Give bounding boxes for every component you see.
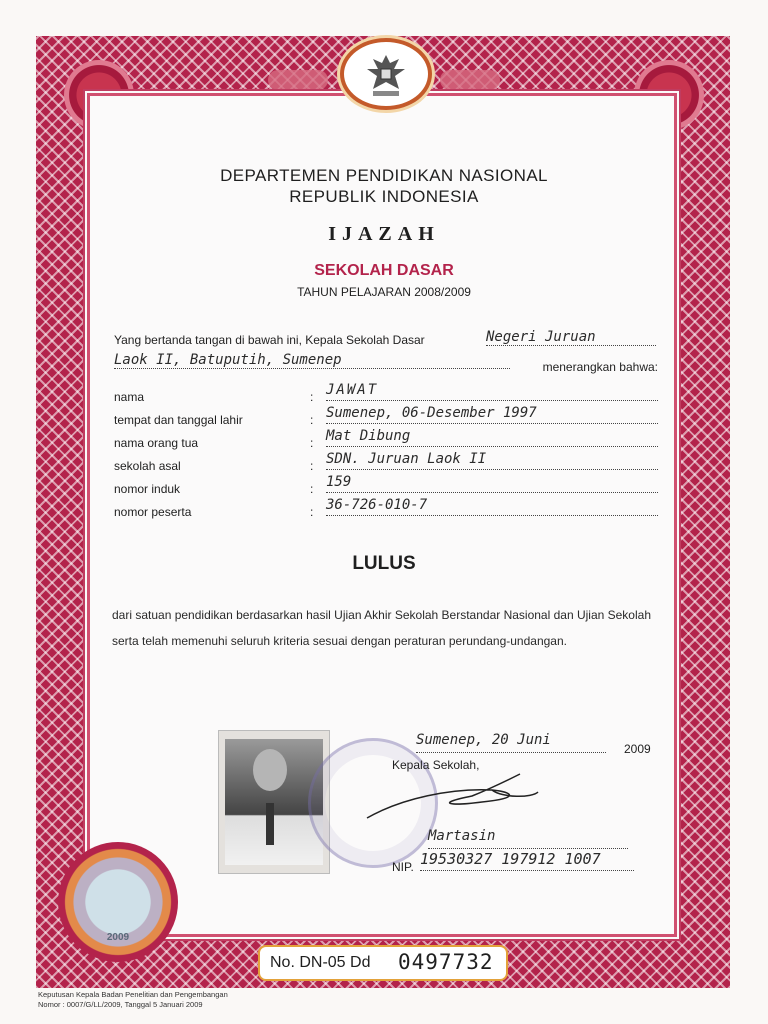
field-label: nama orang tua (114, 436, 199, 450)
field-row-parent (114, 428, 658, 448)
signature-block (392, 732, 660, 882)
field-row-name (114, 382, 658, 402)
field-label: tempat dan tanggal lahir (114, 413, 243, 427)
place-date: Sumenep, 20 Juni (416, 732, 606, 753)
field-value: 36-726-010-7 (326, 497, 658, 516)
field-colon: : (310, 436, 314, 450)
intro-line-2 (114, 352, 658, 372)
ministry-heading (0, 165, 768, 207)
ministry-line-2: REPUBLIK INDONESIA (289, 187, 479, 206)
handwritten-signature (362, 768, 542, 828)
field-colon: : (310, 390, 314, 404)
field-row-student-number (114, 474, 658, 494)
academic-year: TAHUN PELAJARAN 2008/2009 (297, 285, 471, 299)
field-value: JAWAT (326, 382, 658, 401)
field-colon: : (310, 459, 314, 473)
nip-value: 19530327 197912 1007 (420, 850, 634, 871)
photo-tie (266, 803, 274, 845)
field-row-birth (114, 405, 658, 425)
field-colon: : (310, 413, 314, 427)
intro-suffix: menerangkan bahwa: (542, 360, 658, 374)
field-row-exam-number (114, 497, 658, 517)
signatory-name: Martasin (428, 828, 628, 849)
field-value: SDN. Juruan Laok II (326, 451, 658, 470)
school-level: SEKOLAH DASAR (314, 262, 454, 279)
statement-paragraph: dari satuan pendidikan berdasarkan hasil Ujian Akhir Sekolah Berstandar Nasional dan Ujian Sekolah serta telah memenuhi seluruh kriteria sesuai dengan peraturan perundang-undangan. (112, 608, 651, 648)
field-label: sekolah asal (114, 459, 181, 473)
field-value: Mat Dibung (326, 428, 658, 447)
field-value: 159 (326, 474, 658, 493)
field-row-school (114, 451, 658, 471)
serial-number: 0497732 (398, 950, 494, 974)
school-name-part-1: Negeri Juruan (486, 329, 656, 346)
field-colon: : (310, 482, 314, 496)
intro-prefix: Yang bertanda tangan di bawah ini, Kepala Sekolah Dasar (114, 333, 425, 347)
document-title: IJAZAH (328, 223, 440, 245)
security-hologram-seal (58, 842, 178, 962)
serial-number-box (258, 945, 508, 981)
seal-year: 2009 (106, 932, 130, 943)
intro-line-1 (114, 329, 658, 347)
ministry-line-1: DEPARTEMEN PENDIDIKAN NASIONAL (220, 166, 548, 185)
scroll-ornament-left (268, 70, 328, 90)
field-label: nomor induk (114, 482, 181, 496)
nip-label: NIP. (392, 860, 414, 874)
photo-head (253, 749, 287, 791)
footer-line-2: Nomor : 0007/G/LL/2009, Tanggal 5 Januari 2009 (38, 1000, 203, 1009)
signature-year: 2009 (624, 742, 651, 756)
result-heading: LULUS (352, 553, 416, 574)
field-label: nomor peserta (114, 505, 192, 519)
signatory-role: Kepala Sekolah, (392, 758, 480, 772)
serial-prefix: No. DN-05 Dd (270, 954, 371, 971)
field-label: nama (114, 390, 145, 404)
footer-note (38, 990, 228, 1010)
garuda-emblem-icon (340, 38, 432, 110)
field-value: Sumenep, 06-Desember 1997 (326, 405, 658, 424)
footer-line-1: Keputusan Kepala Badan Penelitian dan Pengembangan (38, 990, 228, 999)
school-name-part-2: Laok II, Batuputih, Sumenep (114, 352, 510, 369)
scroll-ornament-right (440, 70, 500, 90)
field-colon: : (310, 505, 314, 519)
